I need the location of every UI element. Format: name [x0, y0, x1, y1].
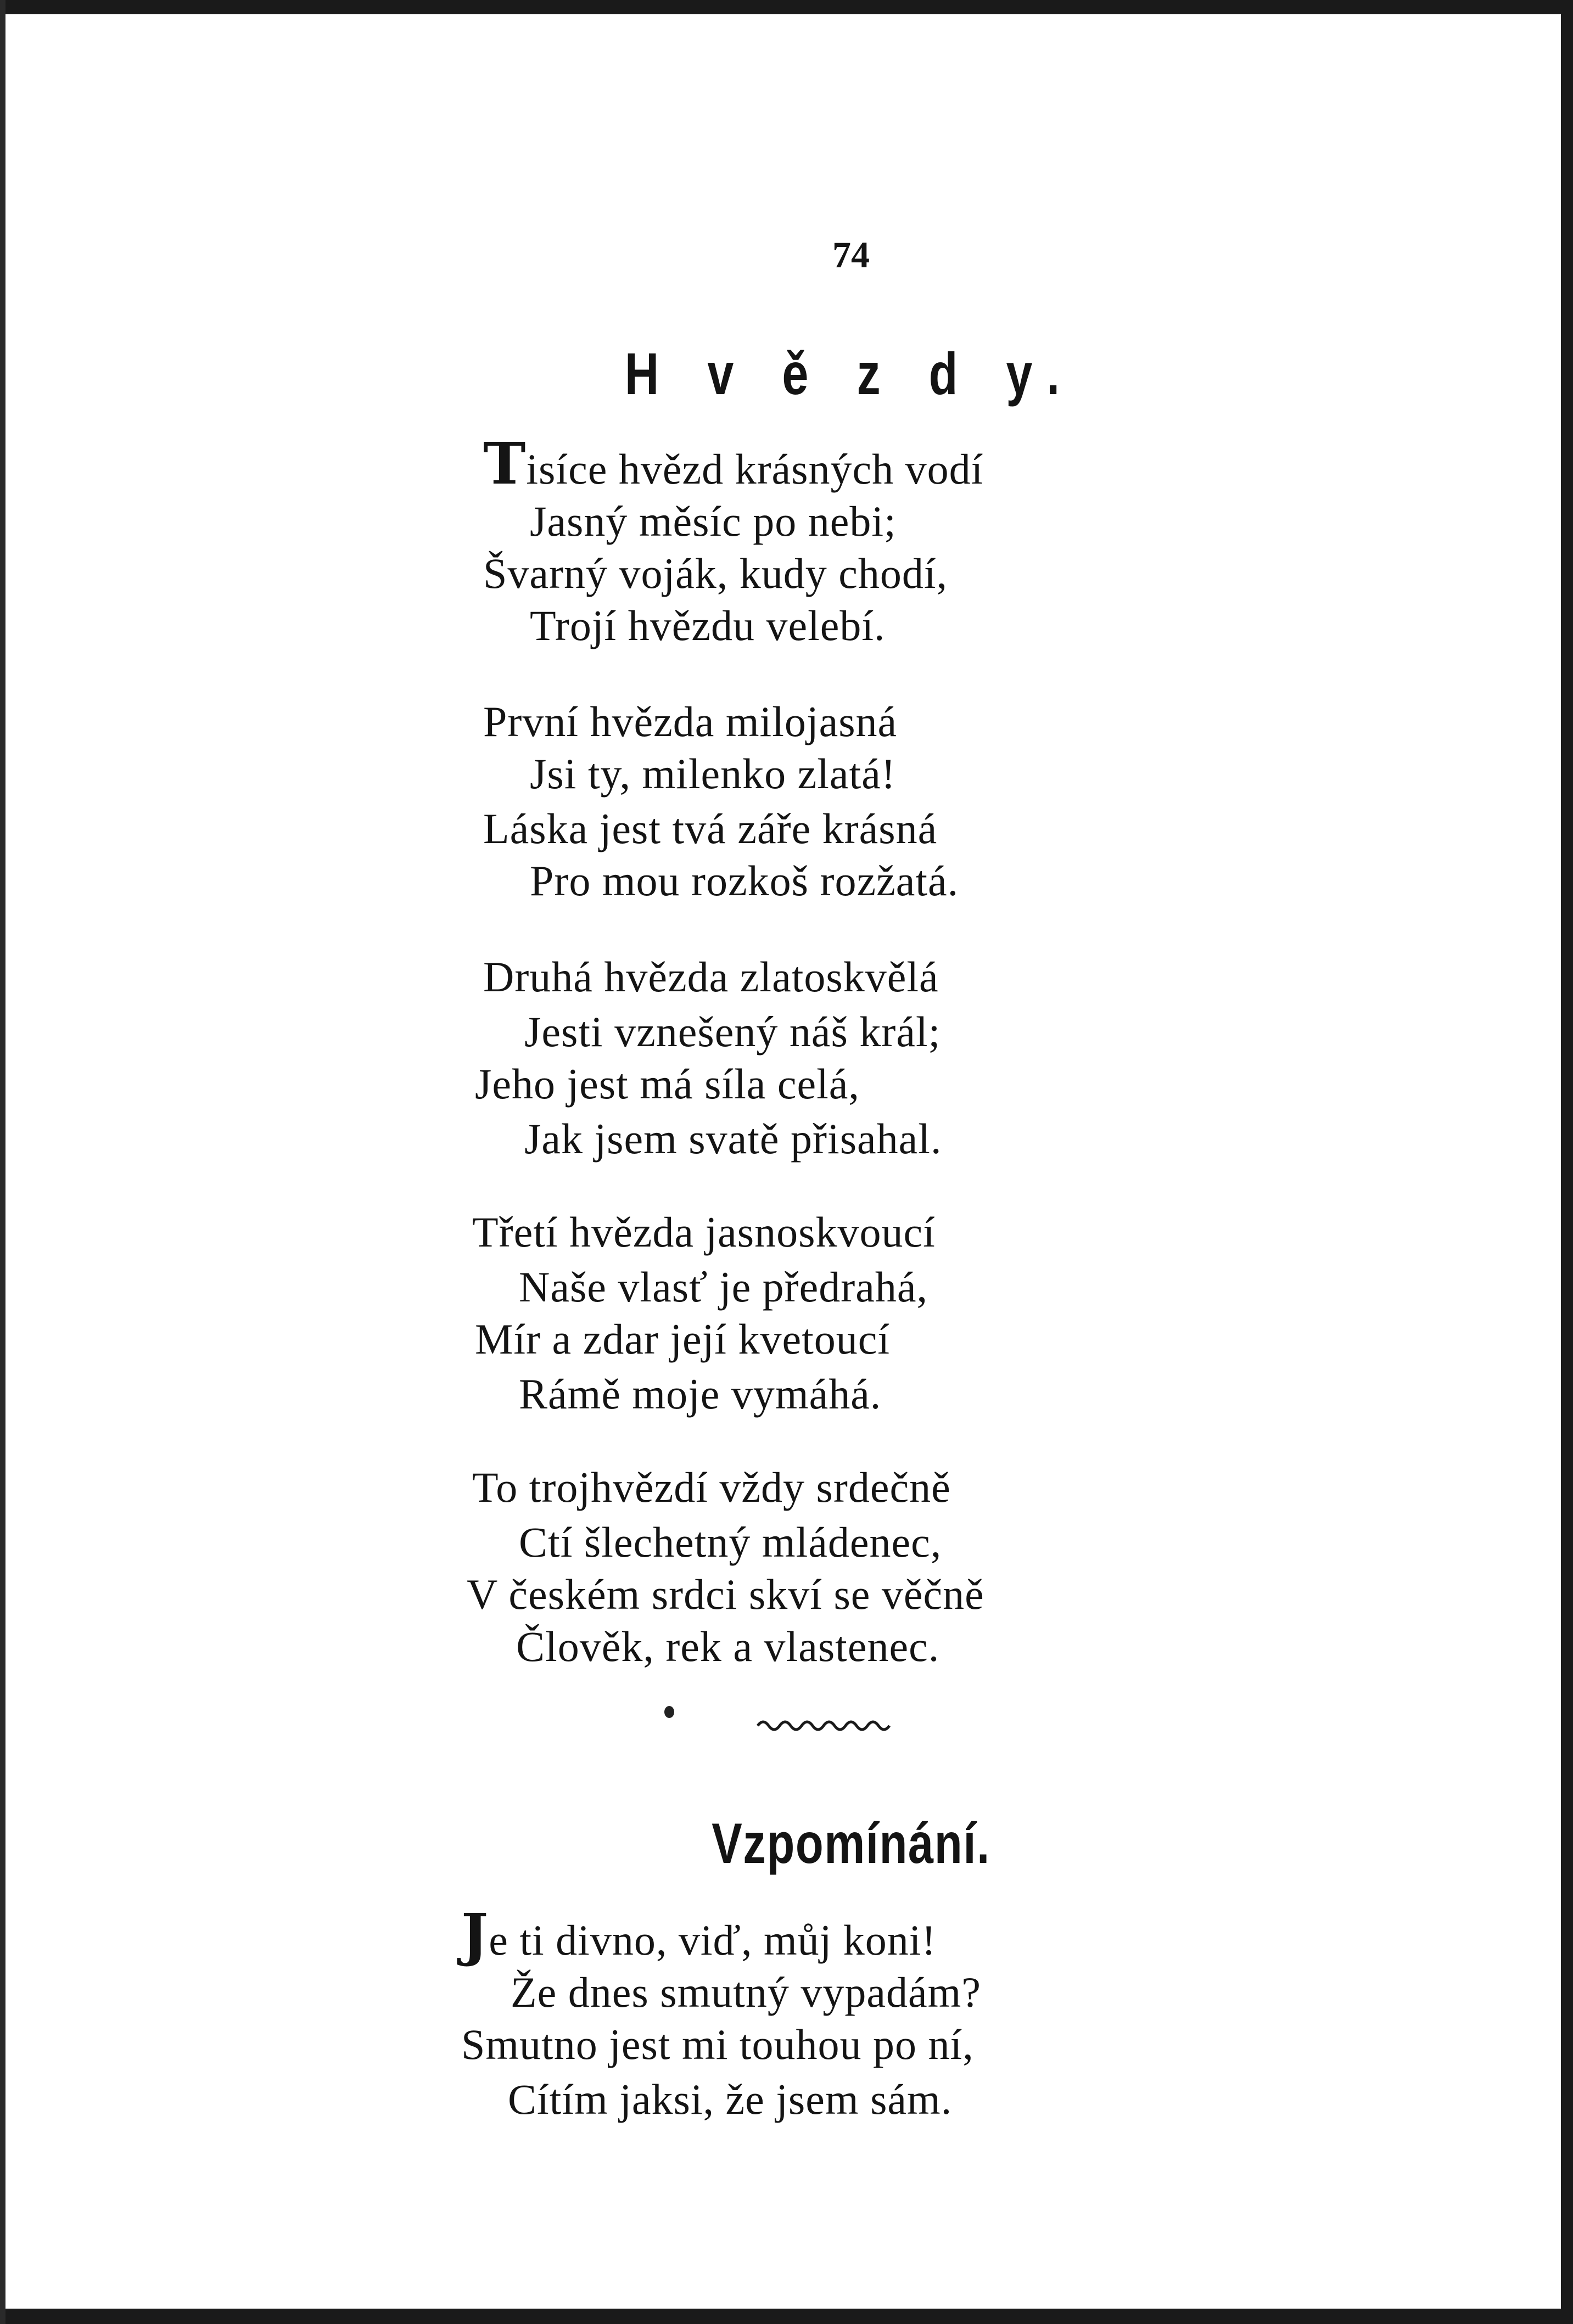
verse-line: Pro mou rozkoš rozžatá. — [530, 857, 959, 905]
verse-line-rest: isíce hvězd krásných vodí — [526, 445, 984, 493]
verse-line: Člověk, rek a vlastenec. — [516, 1623, 940, 1670]
wavy-separator-icon — [755, 1714, 892, 1736]
verse-line — [461, 1901, 937, 1968]
verse-line: Jesti vznešený náš král; — [524, 1008, 941, 1056]
drop-initial: T — [483, 430, 527, 497]
verse-line: Že dnes smutný vypadám? — [511, 1968, 981, 2016]
verse-line: Jeho jest má síla celá, — [475, 1060, 860, 1108]
verse-line: Švarný voják, kudy chodí, — [483, 549, 948, 597]
verse-line-rest: e ti divno, viď, můj koni! — [489, 1916, 937, 1964]
verse-line — [483, 430, 984, 497]
verse-line: To trojhvězdí vždy srdečně — [472, 1463, 951, 1511]
verse-line: Mír a zdar její kvetoucí — [475, 1315, 891, 1363]
verse-line: Láska jest tvá záře krásná — [483, 805, 938, 852]
verse-line: První hvězda milojasná — [483, 698, 898, 745]
verse-line: V českém srdci skví se věčně — [467, 1570, 984, 1618]
verse-line: Jak jsem svatě přisahal. — [524, 1115, 942, 1163]
verse-line: Rámě moje vymáhá. — [519, 1370, 882, 1418]
poem-title-hvezdy: H v ě z d y. — [624, 340, 1078, 407]
poem-title-vzpominani: Vzpomínání. — [712, 1812, 990, 1876]
scan-border-top — [0, 0, 1573, 14]
drop-initial: J — [461, 1901, 489, 1968]
verse-line: Jasný měsíc po nebi; — [530, 497, 897, 545]
verse-line: Ctí šlechetný mládenec, — [519, 1518, 942, 1566]
verse-line: Třetí hvězda jasnoskvoucí — [472, 1208, 936, 1256]
scan-border-right — [1561, 0, 1573, 2324]
verse-line: Druhá hvězda zlatoskvělá — [483, 953, 939, 1001]
ink-speck — [664, 1706, 674, 1718]
scan-border-left — [0, 0, 5, 2324]
scan-border-bottom — [0, 2309, 1573, 2324]
verse-line: Trojí hvězdu velebí. — [530, 602, 886, 649]
verse-line: Naše vlasť je předrahá, — [519, 1263, 928, 1311]
verse-line: Jsi ty, milenko zlatá! — [530, 750, 896, 798]
verse-line: Smutno jest mi touhou po ní, — [461, 2020, 974, 2068]
page-number: 74 — [832, 234, 870, 276]
verse-line: Cítím jaksi, že jsem sám. — [508, 2075, 953, 2123]
